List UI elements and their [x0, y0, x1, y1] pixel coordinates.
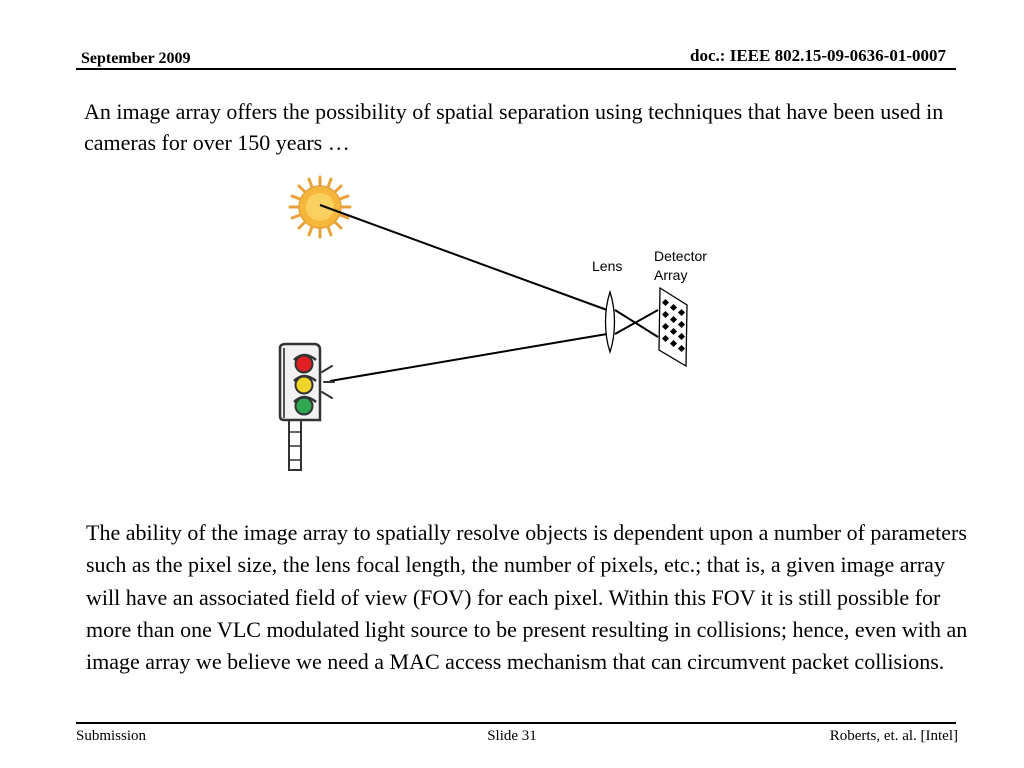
- detector-array-icon: [659, 288, 687, 366]
- imaging-diagram: [270, 170, 750, 480]
- detector-label-line2: Array: [654, 267, 688, 283]
- header-rule: [76, 68, 956, 70]
- footer-authors: Roberts, et. al. [Intel]: [829, 728, 958, 744]
- sun-icon: [290, 177, 350, 237]
- footer-slide-number: Slide 31: [487, 728, 537, 744]
- footer-submission: Submission: [76, 728, 147, 744]
- header-doc-id: doc.: IEEE 802.15-09-0636-01-0007: [690, 46, 946, 65]
- traffic-light-icon: [280, 344, 334, 470]
- light-rays: [320, 205, 658, 381]
- lens-label: Lens: [592, 258, 623, 274]
- header-date: September 2009: [81, 50, 191, 67]
- intro-paragraph: An image array offers the possibility of spatial separation using techniques that have been used in cameras for over 150 years …: [84, 99, 944, 155]
- detector-label-line1: Detector: [654, 248, 707, 264]
- sun-ray: [320, 205, 607, 310]
- lens-icon: [606, 292, 615, 352]
- body-paragraph: The ability of the image array to spatially resolve objects is dependent upon a number of parameters such as the pixel size, the lens focal length, the number of pixels, etc.; that is, a given image array will have an associated field of view (FOV) for each pixel. Within this FOV it is still possible for more than one VLC modulated light source to be present resulting in collisions; hence, even with an image array we believe we need a MAC access mechanism that can circumvent packet collisions.: [86, 520, 968, 675]
- footer-rule: [76, 722, 956, 724]
- traffic-light-ray: [330, 334, 607, 381]
